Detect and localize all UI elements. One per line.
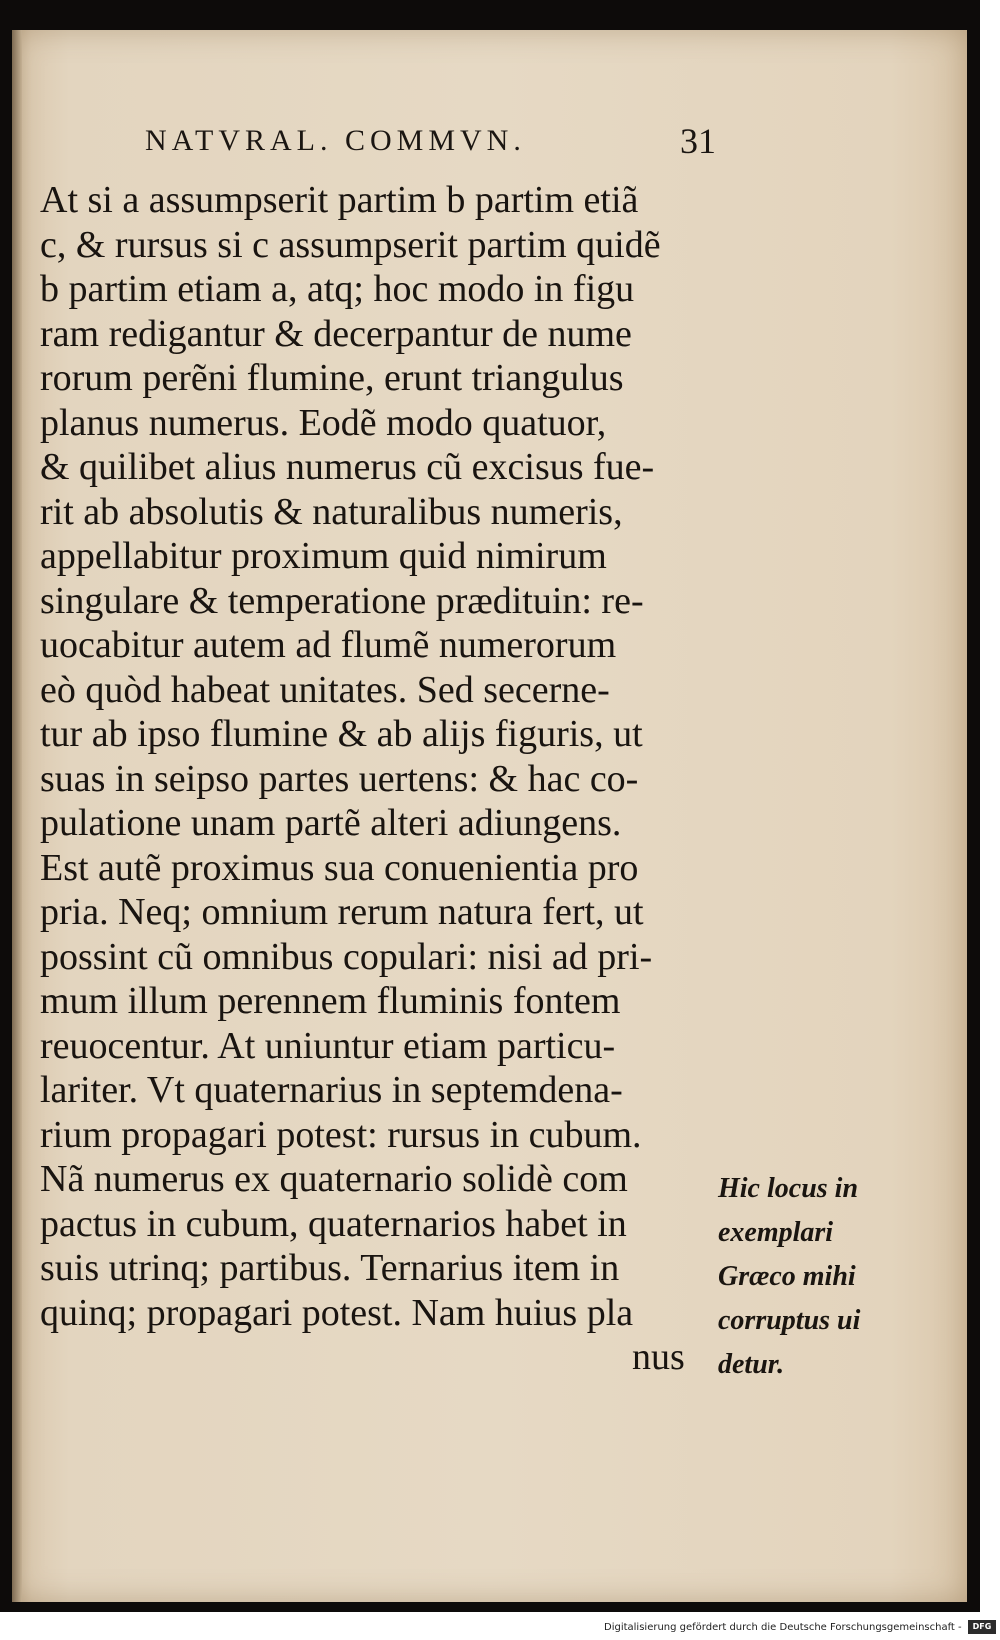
text-line: planus numerus. Eodẽ modo quatuor, bbox=[40, 401, 607, 444]
page-number: 31 bbox=[680, 121, 716, 161]
text-line: eò quòd habeat unitates. Sed secerne- bbox=[40, 668, 610, 711]
text-line: & quilibet alius numerus cũ excisus fue- bbox=[40, 446, 655, 488]
text-line: uocabitur autem ad flumẽ numerorum bbox=[40, 624, 617, 666]
text-line: possint cũ omnibus copulari: nisi ad pri- bbox=[40, 935, 653, 978]
text-line: reuocentur. At uniuntur etiam particu- bbox=[40, 1024, 616, 1067]
marginal-note-line: exemplari bbox=[718, 1217, 834, 1248]
text-line: c, & rursus si c assumpserit partim quidẽ bbox=[40, 223, 661, 266]
dfg-logo: DFG bbox=[968, 1620, 996, 1634]
page-header bbox=[135, 100, 735, 164]
text-line: b partim etiam a, atq; hoc modo in figu bbox=[40, 268, 635, 310]
text-line: tur ab ipso flumine & ab alijs figuris, ut bbox=[40, 713, 643, 755]
text-line: Est autẽ proximus sua conuenientia pro bbox=[40, 846, 639, 889]
digitization-credit: Digitalisierung gefördert durch die Deutsche Forschungsgemeinschaft - bbox=[604, 1622, 962, 1633]
main-text-block bbox=[40, 178, 740, 1380]
marginal-note-line: Hic locus in bbox=[718, 1173, 859, 1204]
text-line: singulare & temperatione prædituin: re- bbox=[40, 579, 644, 622]
text-line: rit ab absolutis & naturalibus numeris, bbox=[40, 490, 623, 533]
marginal-note-line: Græco mihi bbox=[718, 1261, 856, 1292]
text-line: ram redigantur & decerpantur de nume bbox=[40, 312, 632, 355]
text-line: pria. Neq; omnium rerum natura fert, ut bbox=[40, 891, 644, 933]
text-line: appellabitur proximum quid nimirum bbox=[40, 535, 607, 577]
text-line: rium propagari potest: rursus in cubum. bbox=[40, 1113, 642, 1156]
marginal-note-line: corruptus ui bbox=[718, 1305, 861, 1336]
text-line: pulatione unam partẽ alteri adiungens. bbox=[40, 802, 622, 844]
text-line: suas in seipso partes uertens: & hac co- bbox=[40, 757, 639, 800]
text-line: At si a assumpserit partim b partim etiã bbox=[40, 179, 639, 221]
marginal-note bbox=[718, 1167, 898, 1387]
text-line: pactus in cubum, quaternarios habet in bbox=[40, 1202, 627, 1245]
text-line: mum illum perennem fluminis fontem bbox=[40, 980, 621, 1022]
page-gutter-edge bbox=[12, 30, 22, 1602]
text-line: Nã numerus ex quaternario solidè com bbox=[40, 1158, 628, 1200]
text-line: suis utrinq; partibus. Ternarius item in bbox=[40, 1247, 620, 1289]
running-title: NATVRAL. COMMVN. bbox=[145, 124, 526, 157]
marginal-note-line: detur. bbox=[718, 1349, 785, 1380]
text-line: quinq; propagari potest. Nam huius pla bbox=[40, 1291, 634, 1334]
catchword: nus bbox=[632, 1336, 685, 1378]
text-line: rorum perẽni flumine, erunt triangulus bbox=[40, 357, 624, 399]
text-line: lariter. Vt quaternarius in septemdena- bbox=[40, 1069, 623, 1111]
